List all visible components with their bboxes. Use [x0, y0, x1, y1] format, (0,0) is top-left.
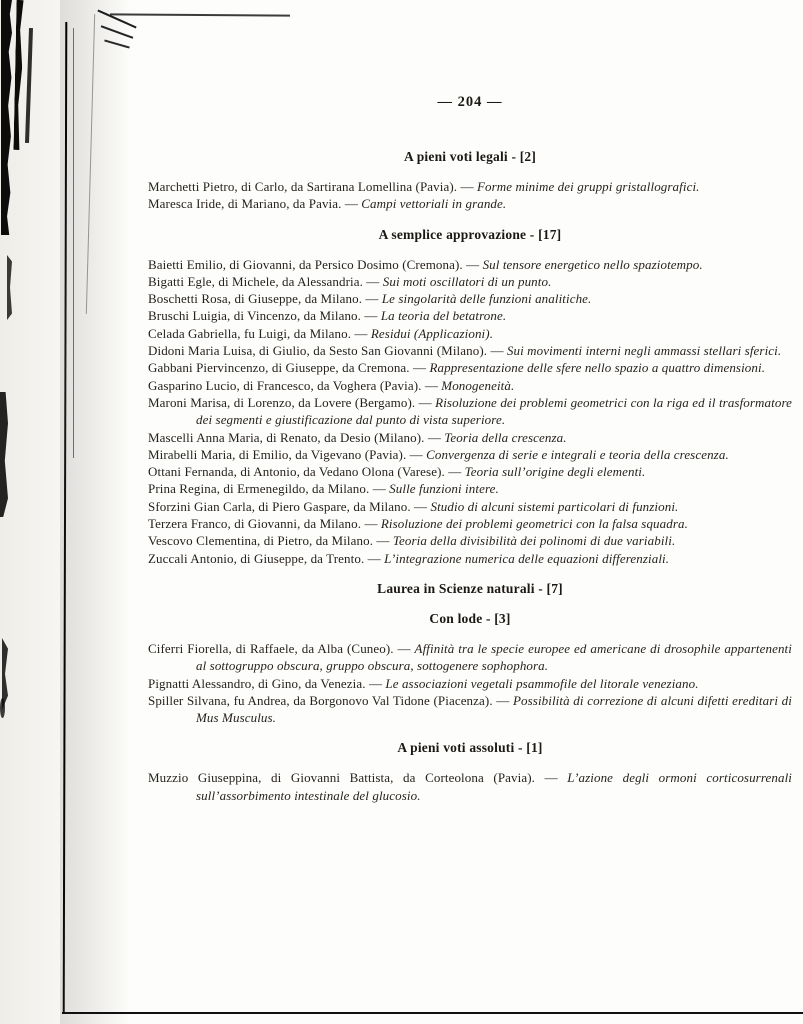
graduate-name: Ottani Fernanda, di Antonio, da Vedano Olona (Varese). [148, 464, 449, 480]
graduate-entry [148, 480, 792, 497]
graduate-entry [148, 359, 792, 376]
separator-dash: — [364, 308, 381, 324]
graduate-name: Maroni Marisa, di Lorenzo, da Lovere (Bergamo). [148, 394, 419, 410]
graduate-entry [148, 498, 792, 515]
graduate-name: Marchetti Pietro, di Carlo, da Sartirana Lomellina (Pavia). [148, 179, 461, 194]
graduate-name: Vescovo Clementina, di Pietro, da Milano. [148, 533, 377, 549]
separator-dash: — [409, 446, 427, 462]
graduate-name: Boschetti Rosa, di Giuseppe, da Milano. [148, 291, 366, 307]
graduate-entry [148, 429, 792, 446]
separator-dash: — [376, 533, 393, 549]
graduate-entry [148, 342, 792, 359]
graduate-entry [148, 550, 792, 567]
graduate-name: Bruschi Luigia, di Vincenzo, da Milano. [148, 308, 365, 324]
thesis-title: Possibilità di correzione di alcuni difetti ereditari di Mus Musculus. [196, 692, 792, 726]
graduate-name: Spiller Silvana, fu Andrea, da Borgonovo Val Tidone (Piacenza). [148, 692, 497, 708]
section-heading: A pieni voti legali - [2] [403, 149, 537, 164]
graduate-name: Pignatti Alessandro, di Gino, da Venezia. [148, 675, 369, 691]
graduate-entry [148, 675, 792, 692]
thesis-title: Residui (Applicazioni). [370, 325, 494, 341]
graduate-entry [148, 273, 792, 290]
graduate-entry [148, 377, 792, 394]
graduate-name: Baietti Emilio, di Giovanni, da Persico Dosimo (Cremona). [148, 256, 467, 272]
graduate-entry [148, 463, 792, 480]
thesis-title: Affinità tra le specie europee ed americane di drosophile appartenenti al sottogruppo obscura, gruppo obscura, sottogenere sophophora. [196, 640, 792, 674]
thesis-title: Forme minime dei gruppi gristallografici. [476, 179, 700, 194]
thesis-title: Le associazioni vegetali psammofile del litorale veneziano. [385, 675, 699, 691]
binding-ink-mark [0, 698, 5, 718]
section-heading: A pieni voti assoluti - [1] [397, 740, 543, 756]
separator-dash: — [448, 464, 465, 480]
thesis-title: La teoria del betatrone. [380, 308, 507, 324]
graduate-entry [148, 532, 792, 549]
graduate-name: Gasparino Lucio, di Francesco, da Voghera (Pavia). [148, 377, 425, 393]
graduate-entry [148, 640, 792, 675]
separator-dash: — [372, 481, 390, 497]
separator-dash: — [368, 675, 386, 691]
thesis-title: Convergenza di serie e integrali e teoria della crescenza. [426, 446, 729, 462]
graduate-entry [148, 515, 792, 532]
graduate-entry [148, 195, 792, 212]
graduate-name: Prina Regina, di Ermenegildo, da Milano. [148, 481, 373, 497]
separator-dash: — [466, 256, 483, 272]
thesis-title: Sul tensore energetico nello spaziotempo. [482, 256, 703, 272]
separator-dash: — [364, 516, 381, 532]
spine-shadow [60, 0, 130, 1024]
separator-dash: — [418, 394, 436, 410]
separator-dash: — [413, 360, 430, 376]
separator-dash: — [544, 770, 568, 786]
thesis-title: Sui moti oscillatori di un punto. [382, 273, 552, 289]
graduate-entry [148, 394, 792, 429]
graduate-name: Didoni Maria Luisa, di Giulio, da Sesto San Giovanni (Milano). [148, 343, 491, 359]
bottom-edge-line [62, 1012, 803, 1014]
separator-dash: — [367, 550, 385, 566]
thesis-title: Le singolarità delle funzioni analitiche. [381, 291, 592, 307]
thesis-title: Campi vettoriali in grande. [361, 196, 507, 212]
thesis-title: Teoria sull’origine degli elementi. [464, 464, 646, 480]
separator-dash: — [427, 429, 445, 445]
graduate-name: Mirabelli Maria, di Emilio, da Vigevano (Pavia). [148, 446, 410, 462]
section-heading: A semplice approvazione - [17] [378, 226, 562, 242]
graduate-name: Celada Gabriella, fu Luigi, da Milano. [148, 325, 355, 341]
sections [148, 149, 792, 804]
thesis-title: Risoluzione dei problemi geometrici con la riga ed il trasformatore dei segmenti e giustificazione dal punto di vista superiore. [196, 394, 793, 428]
separator-dash: — [365, 291, 382, 307]
thesis-title: Studio di alcuni sistemi particolari di funzioni. [430, 498, 679, 514]
thesis-title: Monogeneità. [441, 377, 515, 393]
thesis-title: Rappresentazione delle sfere nello spazio a quattro dimensioni. [429, 360, 766, 376]
thesis-title: L’integrazione numerica delle equazioni differenziali. [384, 550, 670, 566]
graduate-name: Maresca Iride, di Mariano, da Pavia. [148, 196, 345, 212]
graduate-entry [148, 178, 792, 195]
graduate-name: Mascelli Anna Maria, di Renato, da Desio (Milano). [148, 429, 428, 445]
separator-dash: — [397, 640, 415, 656]
page-content [148, 94, 792, 804]
thesis-title: Teoria della divisibilità dei polinomi di due variabili. [392, 533, 676, 549]
graduate-name: Zuccali Antonio, di Giuseppe, da Trento. [148, 550, 368, 566]
thesis-title: Risoluzione dei problemi geometrici con la falsa squadra. [380, 516, 688, 532]
separator-dash: — [344, 196, 362, 212]
thesis-title: L’azione degli ormoni corticosurrenali sull’assorbimento intestinale del glucosio. [196, 770, 793, 803]
graduate-name: Muzzio Giuseppina, di Giovanni Battista, da Corteolona (Pavia). [148, 770, 545, 786]
section-heading: Con lode - [3] [429, 610, 511, 626]
graduate-name: Terzera Franco, di Giovanni, da Milano. [148, 516, 365, 532]
graduate-entry [148, 446, 792, 463]
graduate-entry [148, 307, 792, 324]
separator-dash: — [424, 377, 442, 393]
separator-dash: — [496, 692, 513, 708]
graduate-name: Gabbani Piervincenzo, di Giuseppe, da Cremona. [148, 360, 413, 376]
separator-dash: — [366, 273, 383, 289]
graduate-entry [148, 256, 792, 273]
graduate-entry [148, 692, 792, 727]
separator-dash: — [414, 498, 431, 514]
separator-dash: — [354, 325, 371, 341]
graduate-entry [148, 290, 792, 307]
section-heading: Laurea in Scienze naturali - [7] [377, 580, 563, 596]
graduate-name: Bigatti Egle, di Michele, da Alessandria. [148, 273, 367, 289]
thesis-title: Sui movimenti interni negli ammassi stellari sferici. [506, 343, 782, 359]
graduate-name: Ciferri Fiorella, di Raffaele, da Alba (Cuneo). [148, 640, 398, 656]
graduate-entry [148, 325, 792, 342]
thesis-title: Sulle funzioni intere. [389, 481, 499, 497]
graduate-entry [148, 769, 792, 804]
thesis-title: Teoria della crescenza. [444, 429, 567, 445]
separator-dash: — [460, 179, 477, 194]
separator-dash: — [490, 343, 507, 359]
page-number: — 204 — [437, 94, 503, 110]
graduate-name: Sforzini Gian Carla, di Piero Gaspare, da Milano. [148, 498, 415, 514]
